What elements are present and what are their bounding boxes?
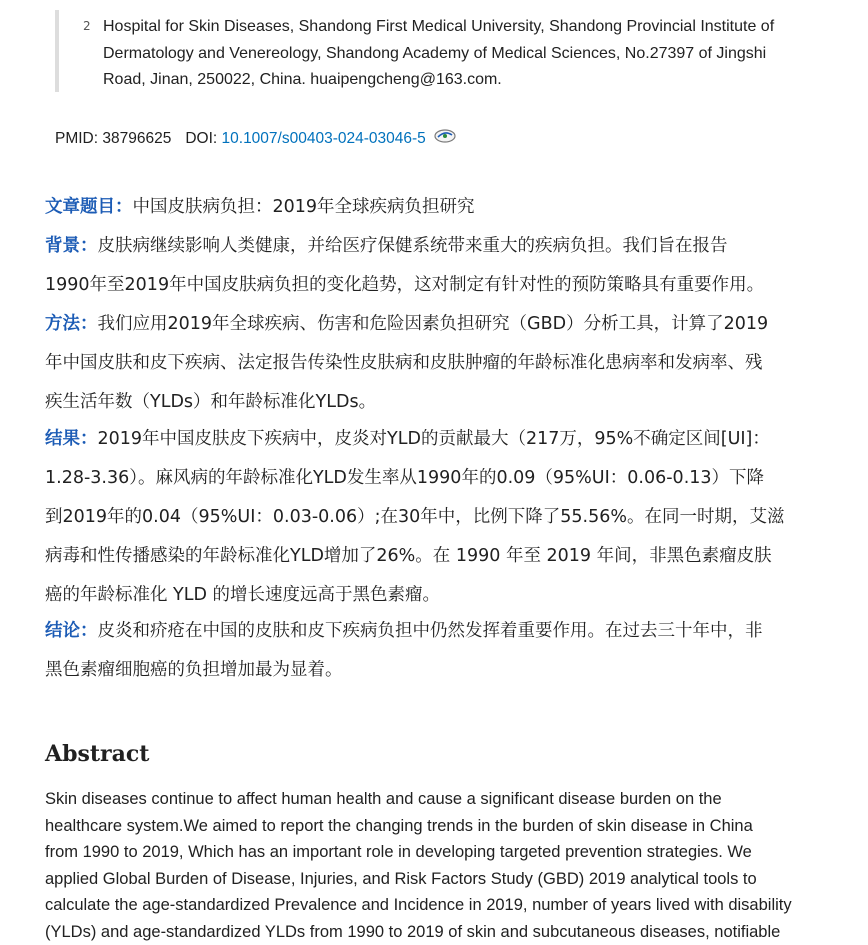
pmid: PMID: 38796625: [55, 130, 172, 147]
affiliation-line: Dermatology and Venereology, Shandong Academy of Medical Sciences, No.27397 of Jingshi: [103, 44, 767, 62]
cn-title-text: 中国皮肤病负担：2019年全球疾病负担研究: [132, 197, 475, 217]
cn-methods: [45, 305, 855, 422]
cn-conclusion-line: 皮炎和疥疮在中国的皮肤和皮下疾病负担中仍然发挥着重要作用。在过去三十年中，非: [97, 621, 763, 641]
abstract-line: calculate the age-standardized Prevalence and Incidence in 2019, number of years lived with disability: [45, 896, 792, 914]
affiliation-line: Hospital for Skin Diseases, Shandong First Medical University, Shandong Provincial Institute of: [103, 18, 775, 35]
cn-background-line: 皮肤病继续影响人类健康，并给医疗保健系统带来重大的疾病负担。我们旨在报告: [97, 236, 728, 256]
cn-results-line: 到2019年的0.04（95%UI：0.03-0.06）;在30年中，比例下降了55.56%。在同一时期，艾滋: [45, 507, 785, 527]
doi-label: DOI:: [185, 130, 218, 147]
external-link-icon[interactable]: [434, 128, 456, 149]
cn-conclusion: [45, 612, 855, 690]
cn-background-line: 1990年至2019年中国皮肤病负担的变化趋势，这对制定有针对性的预防策略具有重要作用。: [45, 275, 765, 295]
affiliation-text: [103, 14, 843, 94]
cn-results: [45, 420, 855, 615]
cn-methods-line: 我们应用2019年全球疾病、伤害和危险因素负担研究（GBD）分析工具，计算了2019: [97, 314, 769, 334]
cn-conclusion-label: 结论：: [45, 621, 98, 641]
affiliation-block: [55, 10, 855, 92]
abstract-line: applied Global Burden of Disease, Injuries, and Risk Factors Study (GBD) 2019 analytical tools to: [45, 869, 757, 888]
abstract-line: Skin diseases continue to affect human health and cause a significant disease burden on the: [45, 790, 722, 808]
cn-results-label: 结果：: [45, 429, 98, 449]
abstract-body: [45, 786, 860, 945]
article-identifiers: [55, 128, 456, 149]
affiliation-line: Road, Jinan, 250022, China. huaipengcheng@163.com.: [103, 71, 502, 88]
cn-conclusion-line: 黑色素瘤细胞癌的负担增加最为显着。: [45, 660, 343, 680]
cn-methods-label: 方法：: [45, 314, 98, 334]
cn-methods-line: 年中国皮肤和皮下疾病、法定报告传染性皮肤病和皮肤肿瘤的年龄标准化患病率和发病率、残: [45, 353, 763, 373]
abstract-line: (YLDs) and age-standardized YLDs from 1990 to 2019 of skin and subcutaneous diseases, notifiable: [45, 922, 781, 941]
cn-title-label: 文章题目：: [45, 197, 133, 217]
doi-link[interactable]: 10.1007/s00403-024-03046-5: [221, 130, 426, 147]
cn-results-line: 1.28-3.36）。麻风病的年龄标准化YLD发生率从1990年的0.09（95%UI：0.06-0.13）下降: [45, 468, 765, 488]
cn-title-row: [45, 193, 475, 218]
cn-results-line: 癌的年龄标准化 YLD 的增长速度远高于黑色素瘤。: [45, 585, 441, 605]
cn-methods-line: 疾生活年数（YLDs）和年龄标准化YLDs。: [45, 392, 377, 412]
cn-background-label: 背景：: [45, 236, 98, 256]
abstract-heading: Abstract: [45, 741, 150, 767]
cn-results-line: 2019年中国皮肤皮下疾病中，皮炎对YLD的贡献最大（217万，95%不确定区间[UI]：: [97, 429, 770, 449]
affiliation-number: 2: [83, 19, 91, 33]
cn-results-line: 病毒和性传播感染的年龄标准化YLD增加了26%。在 1990 年至 2019 年间，非黑色素瘤皮肤: [45, 546, 772, 566]
abstract-line: from 1990 to 2019, Which has an important role in developing targeted prevention strategies. We: [45, 843, 752, 861]
cn-background: [45, 227, 855, 305]
abstract-line: healthcare system.We aimed to report the changing trends in the burden of skin disease in China: [45, 816, 753, 835]
